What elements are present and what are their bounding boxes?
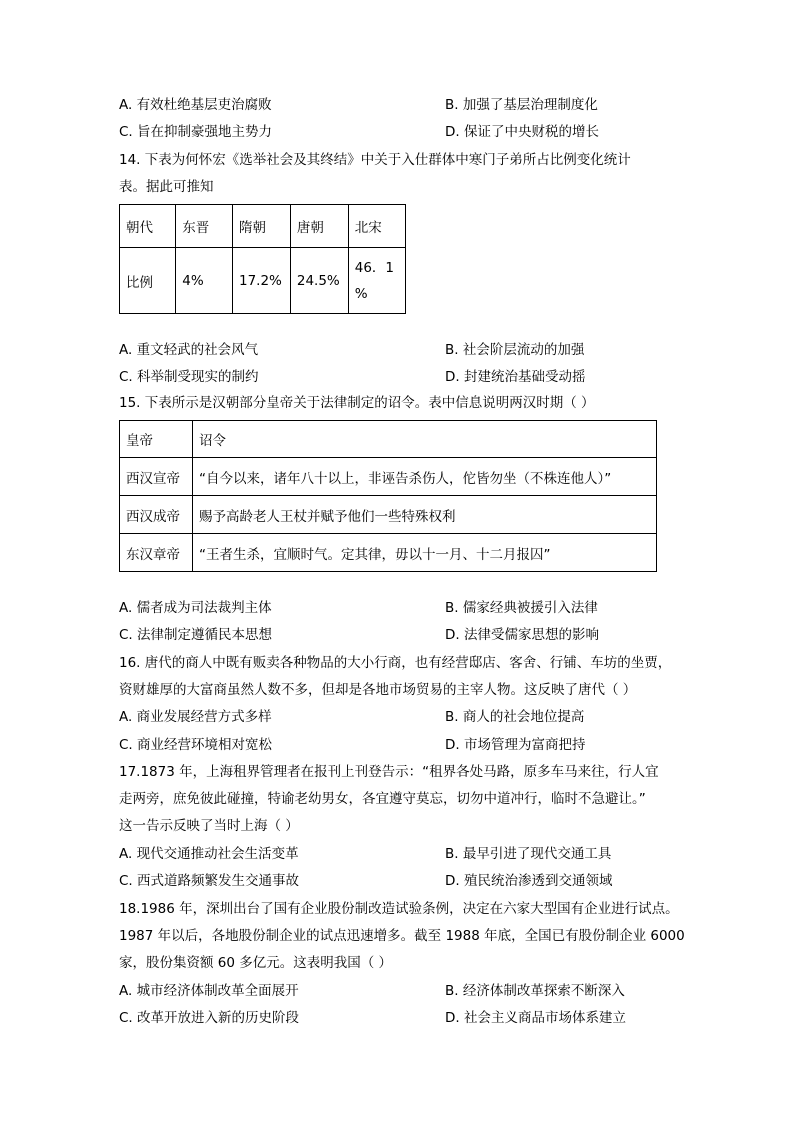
q14-option-a: A. 重文轻武的社会风气 — [119, 342, 259, 358]
q14-header-dynasty: 朝代 — [120, 205, 176, 248]
q18-option-d: D. 社会主义商品市场体系建立 — [445, 1010, 626, 1026]
q15-row2-edict: 赐予高龄老人王杖并赋予他们一些特殊权利 — [193, 496, 657, 534]
q14-option-c: C. 科举制受现实的制约 — [119, 369, 259, 385]
q14-stem-line1: 14. 下表为何怀宏《选举社会及其终结》中关于入仕群体中寒门子弟所占比例变化统计 — [119, 152, 631, 168]
q15-stem: 15. 下表所示是汉朝部分皇帝关于法律制定的诏令。表中信息说明两汉时期（ ） — [119, 395, 595, 411]
q15-table-row — [120, 458, 657, 496]
q13-option-c: C. 旨在抑制豪强地主势力 — [119, 124, 273, 140]
q15-row2-emperor: 西汉成帝 — [120, 496, 193, 534]
q14-header-beisong: 北宋 — [348, 205, 405, 248]
q13-option-a: A. 有效杜绝基层吏治腐败 — [119, 97, 272, 113]
q15-table — [119, 420, 657, 572]
q15-table-header-row — [120, 421, 657, 458]
q14-value-beisong — [348, 248, 405, 314]
q15-row1-edict: “自今以来，诸年八十以上，非诬告杀伤人，佗皆勿坐（不株连他人）” — [193, 458, 657, 496]
q18-option-b: B. 经济体制改革探索不断深入 — [445, 983, 625, 999]
q14-stem-line2: 表。据此可推知 — [119, 179, 214, 195]
q18-stem-line1: 18.1986 年，深圳出台了国有企业股份制改造试验条例，决定在六家大型国有企业进行试点。 — [119, 901, 679, 917]
q17-stem-line2: 走两旁，庶免彼此碰撞，特谕老幼男女，各宜遵守莫忘，切勿中道冲行，临时不急避让。” — [119, 791, 646, 807]
q17-stem-line1: 17.1873 年，上海租界管理者在报刊上刊登告示：“租界各处马路，原多车马来往，行人宜 — [119, 764, 659, 780]
q18-option-a: A. 城市经济体制改革全面展开 — [119, 983, 299, 999]
q14-header-tang: 唐朝 — [290, 205, 348, 248]
q15-table-row — [120, 496, 657, 534]
q17-option-c: C. 西式道路频繁发生交通事故 — [119, 873, 300, 889]
q15-option-b: B. 儒家经典被援引入法律 — [445, 600, 598, 616]
q17-option-a: A. 现代交通推动社会生活变革 — [119, 846, 299, 862]
q14-header-sui: 隋朝 — [232, 205, 290, 248]
q16-option-d: D. 市场管理为富商把持 — [445, 737, 586, 753]
q14-value-sui: 17.2% — [232, 248, 290, 314]
q15-header-edict: 诏令 — [193, 421, 657, 458]
q17-stem-line3: 这一告示反映了当时上海（ ） — [119, 818, 299, 834]
q15-option-d: D. 法律受儒家思想的影响 — [445, 627, 599, 643]
q17-option-d: D. 殖民统治渗透到交通领域 — [445, 873, 613, 889]
q14-table-header-row — [120, 205, 406, 248]
q13-option-d: D. 保证了中央财税的增长 — [445, 124, 599, 140]
q14-value-tang: 24.5% — [290, 248, 348, 314]
q14-table — [119, 204, 406, 314]
q16-stem-line2: 资财雄厚的大富商虽然人数不多，但却是各地市场贸易的主宰人物。这反映了唐代（ ） — [119, 682, 637, 698]
q14-option-b: B. 社会阶层流动的加强 — [445, 342, 585, 358]
q15-row1-emperor: 西汉宣帝 — [120, 458, 193, 496]
q13-option-b: B. 加强了基层治理制度化 — [445, 97, 598, 113]
q15-row3-emperor: 东汉章帝 — [120, 534, 193, 572]
q14-row-label: 比例 — [120, 248, 176, 314]
q14-value-beisong-line2: % — [354, 285, 368, 302]
q15-option-c: C. 法律制定遵循民本思想 — [119, 627, 273, 643]
q14-value-beisong-line1: 46．1 — [354, 259, 395, 276]
q17-option-b: B. 最早引进了现代交通工具 — [445, 846, 612, 862]
q14-option-d: D. 封建统治基础受动摇 — [445, 369, 586, 385]
q14-header-dongjin: 东晋 — [176, 205, 233, 248]
q15-header-emperor: 皇帝 — [120, 421, 193, 458]
q15-table-row — [120, 534, 657, 572]
q16-option-b: B. 商人的社会地位提高 — [445, 709, 585, 725]
q16-stem-line1: 16. 唐代的商人中既有贩卖各种物品的大小行商，也有经营邸店、客舍、行铺、车坊的坐贾， — [119, 655, 672, 671]
q15-row3-edict: “王者生杀，宜顺时气。定其律，毋以十一月、十二月报囚” — [193, 534, 657, 572]
q16-option-c: C. 商业经营环境相对宽松 — [119, 737, 273, 753]
q18-stem-line3: 家，股份集资额 60 多亿元。这表明我国（ ） — [119, 955, 393, 971]
q14-value-dongjin: 4% — [176, 248, 233, 314]
q14-table-data-row — [120, 248, 406, 314]
q15-option-a: A. 儒者成为司法裁判主体 — [119, 600, 272, 616]
q16-option-a: A. 商业发展经营方式多样 — [119, 709, 272, 725]
q18-stem-line2: 1987 年以后，各地股份制企业的试点迅速增多。截至 1988 年底，全国已有股份制企业 6000 — [119, 928, 685, 944]
q18-option-c: C. 改革开放进入新的历史阶段 — [119, 1010, 300, 1026]
